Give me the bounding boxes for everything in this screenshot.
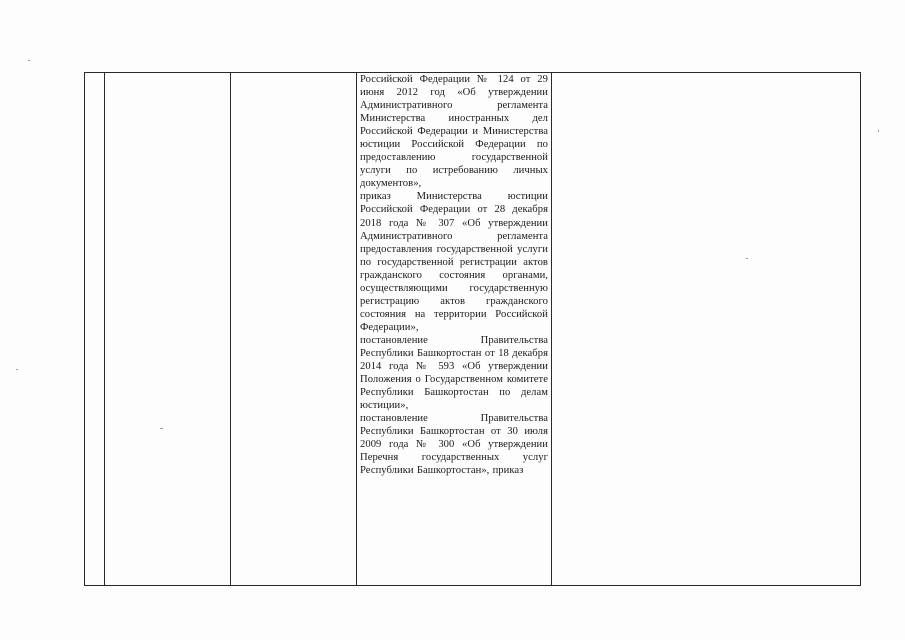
legal-basis-cell — [360, 73, 548, 585]
scan-speck — [746, 258, 748, 259]
column-divider-3 — [356, 72, 357, 586]
cell-paragraph-4: постановление Правительства Республики Башкортостан от 30 июля 2009 года № 300 «Об утверждении Перечня государственных услуг Республики Башкортостан», приказ — [360, 413, 548, 477]
scan-speck — [878, 130, 879, 132]
cell-paragraph-3: постановление Правительства Республики Башкортостан от 18 декабря 2014 года № 593 «Об утверждении Положения о Государственном комитете Республики Башкортостан по делам юстиции», — [360, 334, 548, 412]
scan-speck — [160, 428, 163, 429]
column-divider-1 — [104, 72, 105, 586]
column-divider-4 — [551, 72, 552, 586]
scan-speck — [28, 60, 30, 61]
cell-paragraph-1: Российской Федерации № 124 от 29 июня 2012 год «Об утверждении Административного регламента Министерства иностранных дел Российской Федерации и Министерства юстиции Российской Федерации по предоставлению государственной услуги по истребованию личных документов», — [360, 74, 548, 190]
cell-paragraph-2: приказ Министерства юстиции Российской Федерации от 28 декабря 2018 года № 307 «Об утверждении Административного регламента предоставления государственной услуги по государственной регистрации актов гражданского состояния органами, осуществляющими государственную регистрацию актов гражданского состояния на территории Российской Федерации», — [360, 191, 548, 333]
column-divider-2 — [230, 72, 231, 586]
scan-speck — [16, 369, 18, 370]
